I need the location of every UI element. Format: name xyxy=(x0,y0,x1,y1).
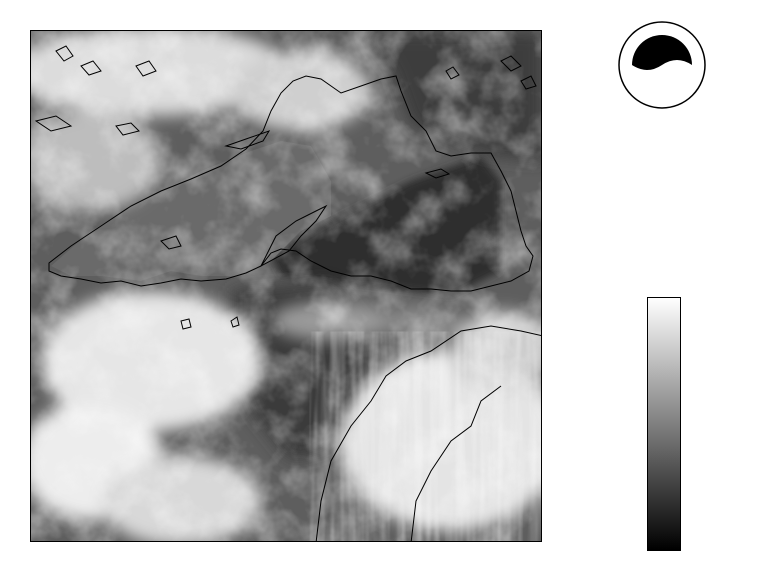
cloud-streaks xyxy=(331,351,542,542)
satellite-image-map[interactable] xyxy=(30,30,542,542)
noaa-logo xyxy=(617,20,707,110)
map-svg xyxy=(31,31,542,542)
reflectance-colorbar xyxy=(647,297,681,551)
